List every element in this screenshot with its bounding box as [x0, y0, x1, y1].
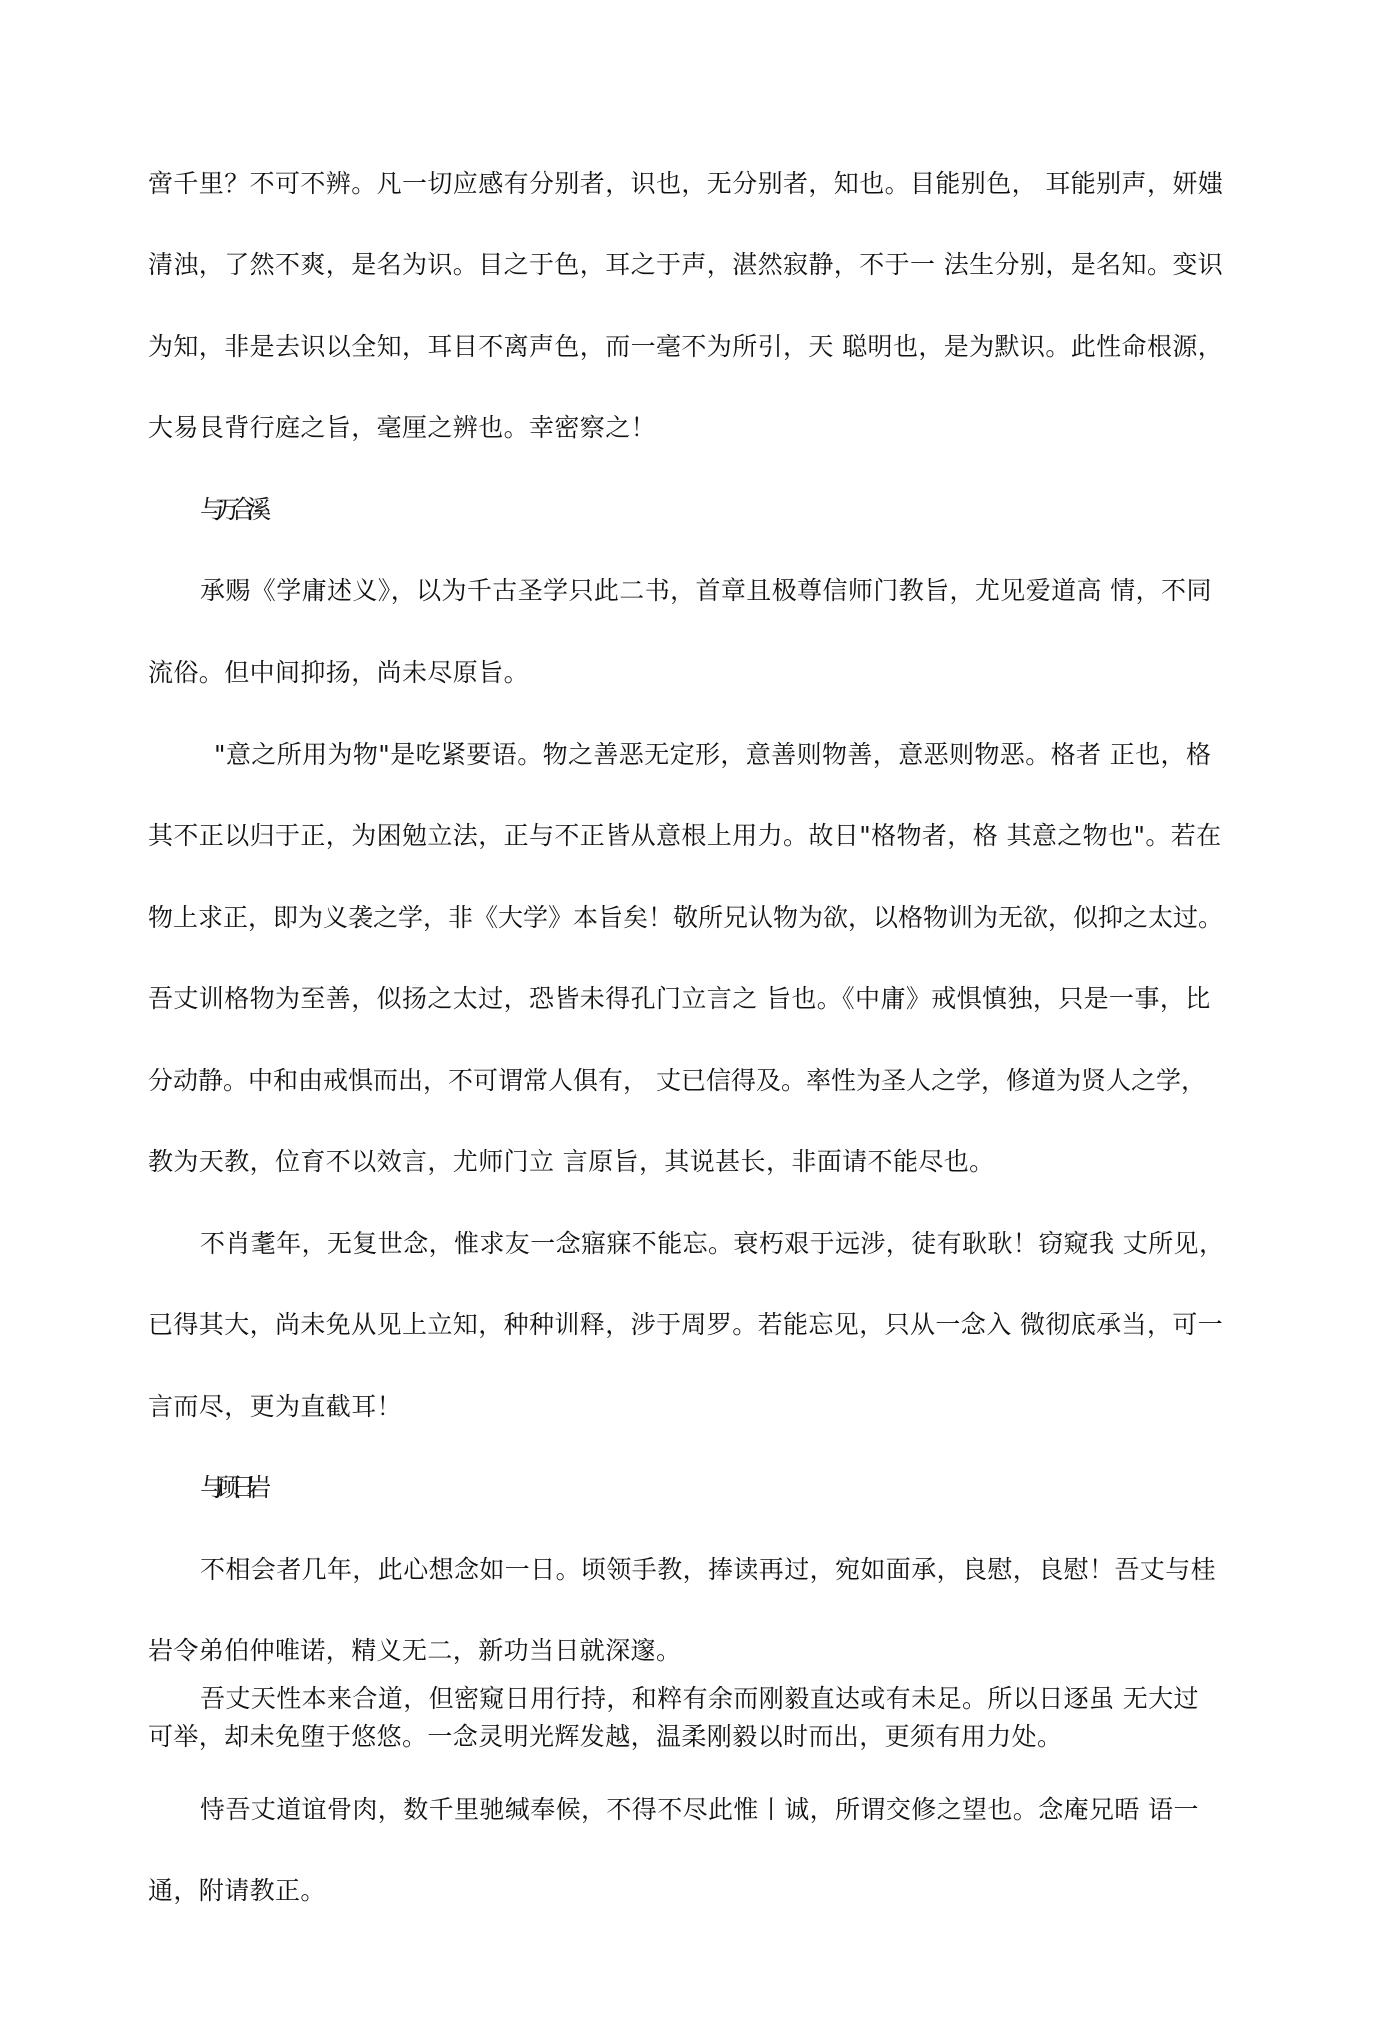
text-line: 承赐《学庸述义》，以为千古圣学只此二书，首章且极尊信师门教旨，尤见爱道高 情，不同: [200, 576, 1212, 605]
text-line: 分动静。中和由戒惧而出，不可谓常人俱有， 丈已信得及。率性为圣人之学，修道为贤人之学，: [148, 1066, 1206, 1095]
text-line: 啻千里？不可不辨。凡一切应感有分别者，识也，无分别者，知也。目能别色， 耳能别声，妍媸: [148, 169, 1224, 198]
text-line: 吾丈训格物为至善，似扬之太过，恐皆未得孔门立言之 旨也。《中庸》戒惧慎独，只是一事，比: [148, 984, 1211, 1013]
text-line: 岩令弟伯仲唯诺，精义无二，新功当日就深邃。: [148, 1636, 682, 1665]
text-line: 其不正以归于正，为困勉立法，正与不正皆从意根上用力。故日"格物者，格 其意之物也"。若在: [148, 821, 1222, 850]
text-line: "意之所用为物"是吃紧要语。物之善恶无定形，意善则物善，意恶则物恶。格者 正也，格: [214, 740, 1212, 769]
text-line: 吾丈天性本来合道，但密窥日用行持，和粹有余而刚毅直达或有未足。所以日逐虽 无大过: [200, 1684, 1199, 1713]
text-line: 流俗。但中间抑扬，尚未尽原旨。: [148, 658, 530, 687]
text-line: 已得其大，尚未免从见上立知，种种训释，涉于周罗。若能忘见，只从一念入 微彻底承当，可一: [148, 1310, 1224, 1339]
text-line: 言而尽，更为直截耳！: [148, 1392, 403, 1421]
text-line: 大易艮背行庭之旨，毫厘之辨也。幸密察之！: [148, 413, 657, 442]
text-line: 物上求正，即为义袭之学，非《大学》本旨矣！敬所兄认物为欲，以格物训为无欲，似抑之太过。: [148, 903, 1224, 932]
text-line: 恃吾丈道谊骨肉，数千里驰缄奉候，不得不尽此惟丨诚，所谓交修之望也。念庵兄晤 语一: [200, 1795, 1199, 1824]
text-line: 不相会者几年，此心想念如一日。顷领手教，捧读再过，宛如面承，良慰，良慰！吾丈与桂: [200, 1555, 1217, 1584]
text-line: 清浊，了然不爽，是名为识。目之于色，耳之于声，湛然寂静，不于一 法生分别，是名知。变识: [148, 250, 1224, 279]
text-line: 不肖耄年，无复世念，惟求友一念寤寐不能忘。衰朽艰于远涉，徒有耿耿！窃窥我 丈所见，: [200, 1229, 1225, 1258]
text-line: 教为天教，位育不以效言，尤师门立 言原旨，其说甚长，非面请不能尽也。: [148, 1147, 995, 1176]
letter-heading: 与万合溪: [200, 495, 262, 524]
text-line: 可举，却未免堕于悠悠。一念灵明光辉发越，温柔刚毅以时而出，更须有用力处。: [148, 1722, 1063, 1751]
text-line: 为知，非是去识以全知，耳目不离声色，而一毫不为所引，天 聪明也，是为默识。此性命根源，: [148, 332, 1224, 361]
letter-heading: 与顾日岩: [200, 1473, 262, 1502]
text-line: 通，附请教正。: [148, 1876, 326, 1905]
